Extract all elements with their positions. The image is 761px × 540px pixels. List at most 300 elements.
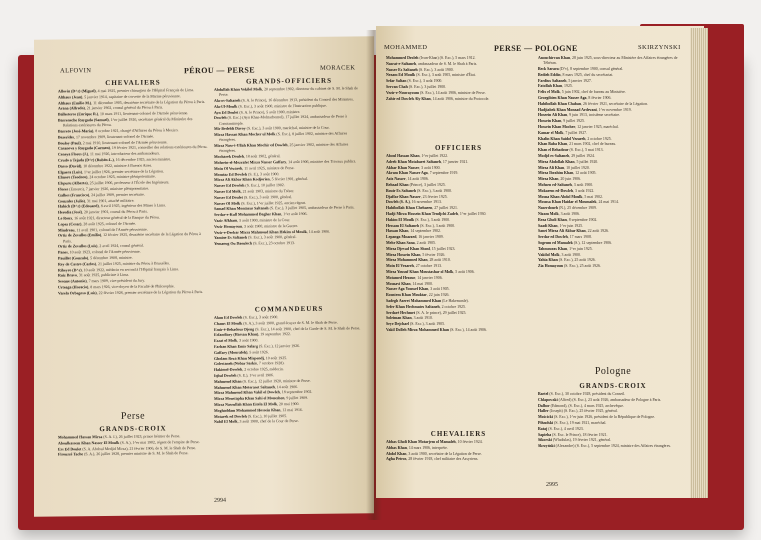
- list-entry: [538, 229, 688, 234]
- list-entry: [386, 287, 531, 292]
- entry-text: , 24 octobre 1925, ministre plénipotentiaire.: [87, 174, 156, 180]
- entry-name: Lopez (Cesar): [58, 222, 82, 227]
- list-entry: [386, 62, 531, 67]
- entry-text: , 1^er juillet 1926, premier secrétaire de la Légation.: [82, 168, 164, 174]
- section-subheading: GRANDS-CROIX: [99, 424, 167, 434]
- entry-name: Habich (D^r) (Edouard): [58, 204, 99, 209]
- entry-name: Djaffar Khan Nasser: [386, 194, 421, 199]
- entry-text: (S. A.), 1^er mai 1902, régent de l'empire de Perse.: [119, 439, 200, 445]
- entry-text: , 29 juillet 1924.: [569, 153, 595, 158]
- entry-name: Nasser Ed Doulet: [214, 195, 243, 200]
- list-entry: [538, 438, 688, 443]
- entry-text: , 3 août 1900, ministre de la Guerre.: [242, 223, 299, 229]
- entry-name: Nezam Ed Moulk: [386, 73, 416, 78]
- entry-text: (S. Exc.), 3 août 1900, général.: [242, 194, 293, 200]
- right-col1-list-b: [386, 154, 531, 334]
- entry-name: Abbas Gholi Khan Motarjem ol Mamaleh: [386, 440, 456, 444]
- list-entry: [386, 212, 531, 217]
- entry-name: Sikorski: [538, 438, 552, 443]
- entry-text: , 23 février 1925.: [420, 194, 448, 199]
- entry-text: , 3 août 1900.: [571, 182, 594, 187]
- entry-text: (D^r), 8 septembre 1900, consul général.: [558, 67, 624, 71]
- entry-text: (Edmond), (S. Exc.), 4 mars 1925, archevêque.: [549, 403, 624, 408]
- list-entry: [538, 67, 688, 72]
- list-entry: [386, 183, 531, 188]
- entry-text: , 11 décembre 1905, deuxième secrétaire de la Légation du Pérou à Paris.: [91, 99, 206, 105]
- entry-text: (S. Exc.), 25 août 1926.: [562, 264, 601, 269]
- entry-text: , 14 août 1906, ministre du Protocole.: [430, 96, 490, 101]
- entry-text: , 24 mai 1914.: [596, 200, 619, 205]
- entry-text: , 20 mai 1900.: [277, 401, 300, 407]
- entry-name: Gholam Reza Khan Mirpendj: [214, 355, 264, 361]
- entry-name: Sapieha: [538, 432, 552, 437]
- entry-text: , 14 août 1906.: [306, 229, 331, 234]
- entry-name: Modjd es-Saltaneh: [538, 153, 570, 158]
- entry-name: Felix el Molk: [538, 90, 560, 95]
- entry-text: , 1^er juillet 1922.: [419, 154, 449, 158]
- entry-text: , 3 août 1922.: [573, 188, 595, 193]
- entry-name: Nasser Aga Youssef Khan: [386, 287, 429, 292]
- entry-name: Gonzales (Julio): [58, 198, 85, 204]
- entry-name: Mirza Yousuf Khan Moustashar ol Molk: [386, 269, 454, 274]
- entry-name: Abdol Khan: [386, 451, 407, 456]
- entry-name: Mirza Nasrullah Khan Eitela El Molk: [214, 402, 278, 407]
- entry-name: Dowleh: [214, 116, 227, 121]
- entry-name: Hossein Khan Mocher: [538, 124, 576, 129]
- entry-text: , 26 février 1921, secrétaire de la Légation.: [581, 101, 649, 106]
- list-entry: [538, 212, 688, 217]
- entry-text: , 2 mai 1910, lieutenant-colonel de l'Armée péruvienne.: [80, 139, 168, 145]
- entry-name: Yahia Khan: [538, 258, 558, 263]
- entry-name: Ruiz Bravo: [58, 273, 77, 278]
- list-entry: [386, 282, 531, 287]
- entry-text: , 27 octobre 1913.: [413, 264, 443, 269]
- entry-name: Mousa Khan Abdol Moulk: [538, 194, 583, 199]
- entry-name: Ortiz de Zevallos (Emilio): [58, 233, 102, 238]
- entry-text: , 20 janvier 1901, consul du Pérou à Paris.: [82, 209, 148, 215]
- list-entry: [386, 154, 531, 159]
- list-entry: [538, 218, 688, 223]
- running-head-right: MORACEK: [320, 64, 356, 72]
- entry-text: , 5 février 1926.: [420, 252, 446, 257]
- list-entry: [386, 224, 531, 229]
- list-entry: [58, 290, 208, 297]
- list-entry: [538, 160, 688, 165]
- entry-name: Ballesteros (Enrique R.): [58, 112, 99, 117]
- entry-name: Mohsein-el-Mezrafet Mirza Nasser Gaffary: [214, 160, 287, 165]
- entry-name: Ribeyro (D^r): [58, 267, 82, 273]
- list-entry: [386, 311, 531, 316]
- list-entry: [386, 79, 531, 84]
- right-col2-tail-list: [538, 392, 688, 450]
- entry-name: Mirza Ali Akbar Khan Kodjorien: [214, 177, 270, 183]
- entry-text: (Ernesto), 7 janvier 1926, ministre plénipotentiaire.: [68, 186, 150, 192]
- entry-text: (S. Exc.), 3 août 1900, ministre de l'Instruction publique.: [237, 103, 327, 109]
- entry-name: Roustem Khan Mouktar: [386, 293, 427, 298]
- entry-name: Servan Chah: [386, 84, 408, 89]
- entry-name: Mindreau: [58, 227, 75, 233]
- entry-text: , 12 août 1905.: [573, 171, 597, 176]
- entry-text: , 17 novembre 1909, lieutenant-colonel de l'Armée.: [74, 134, 155, 140]
- entry-name: Gaffary (Mourafeh): [214, 350, 248, 355]
- entry-text: , 5 janvier 1914, capitaine de corvette de la Marine péruvienne.: [82, 94, 181, 100]
- entry-text: , 31 mai 1901, attaché militaire.: [84, 198, 135, 203]
- col2-heading: GRANDS-OFFICIERS: [245, 76, 332, 86]
- entry-name: Khan el Behadour: [538, 148, 569, 153]
- entry-name: Barreneche Raygada (Samuel): [58, 117, 109, 123]
- entry-text: , 14 septembre 1902.: [408, 229, 441, 234]
- entry-text: , 14 janvier 1906.: [415, 275, 443, 280]
- entry-name: Zahir ed Dowleh Aly Khan: [386, 96, 431, 101]
- entry-text: , 20 septembre 1902, directeur du cabinet de S. M. le Shah de Perse.: [219, 86, 358, 98]
- entry-name: Mościcki: [538, 415, 553, 420]
- entry-text: (Ivan-Khan) (S. Exc.), 5 mars 1912.: [418, 56, 476, 60]
- entry-text: , 28 juin 1925, sous-directeur au Ministère des Affaires étrangères de Téhéran.: [543, 56, 678, 66]
- entry-name: Mirza Djevad Khan Shonl: [386, 246, 430, 251]
- entry-name: Kamar el Molk: [538, 130, 564, 135]
- entry-text: (S. Exc. le Prince), 18 février 1921.: [551, 432, 608, 437]
- entry-text: , 11 mai 1926, introducteur des ambassadeurs.: [88, 151, 161, 157]
- entry-name: Mirza Moustapha Khan Sahi el Moneshen: [214, 396, 285, 402]
- entry-name: Esfandiary (Hassan Khan): [214, 332, 259, 338]
- entry-text: , 28 août 1910.: [427, 258, 451, 263]
- entry-name: Vezir Homayoun: [214, 224, 242, 229]
- entry-name: Vezir-e-Derbar Mirza Mahmoud Khan Hekim ol Moulk: [214, 229, 307, 235]
- entry-name: Alam Ed Dowleh: [214, 315, 243, 320]
- list-entry: [386, 247, 531, 252]
- entry-text: , 5 février 1901, général.: [269, 177, 309, 182]
- list-entry: [538, 119, 688, 124]
- entry-text: , 10 juillet 1920.: [564, 165, 590, 170]
- list-entry: [538, 96, 688, 101]
- entry-text: , 9 juillet 1909.: [284, 396, 309, 401]
- list-entry: [538, 253, 688, 258]
- list-entry: [538, 409, 688, 414]
- entry-text: , 15 juillet 1923.: [429, 246, 456, 251]
- entry-name: Ortiz de Zevallos (Luis): [58, 244, 98, 249]
- page-number-right: 2995: [546, 482, 558, 488]
- entry-text: , 12 janvier 1925, maréchal.: [575, 124, 619, 129]
- list-entry: [538, 241, 688, 246]
- list-entry: [386, 276, 531, 281]
- entry-text: (S. A. le prince), 29 juillet 1925.: [415, 310, 467, 315]
- list-entry: [386, 200, 531, 205]
- entry-name: Chlapowski: [538, 397, 558, 402]
- entry-name: Soleiman Khan: [386, 316, 412, 321]
- entry-text: , 3 août 1900, secrétaire de la Légation de Perse.: [406, 451, 482, 456]
- entry-text: (Joseph) (S. Exc.), 25 février 1925, général.: [548, 409, 618, 414]
- right-col2-list: [538, 56, 688, 270]
- entry-text: , 19 septembre 1922.: [258, 332, 291, 337]
- entry-text: , 3 août 1900.: [237, 338, 259, 343]
- entry-text: (S. E.), 1^er avril 1906.: [236, 373, 274, 378]
- list-entry: [538, 264, 688, 269]
- entry-name: Yemaoug Ou Daoulech: [214, 241, 253, 247]
- entry-text: (S. Exc.), 3 août 1900.: [419, 223, 456, 228]
- entry-text: , 2 octobre 1925.: [439, 304, 466, 309]
- list-entry: [538, 200, 688, 205]
- list-entry: [214, 419, 364, 426]
- entry-name: Golestaneh (Nobar Sarkis: [214, 361, 257, 367]
- entry-name: Tahmouras Khan: [538, 246, 568, 251]
- entry-name: Khan Baba Khan: [538, 142, 568, 147]
- entry-name: Barreto (José-Maria): [58, 129, 94, 134]
- list-entry: [386, 457, 531, 462]
- entry-name: Moin Ol Vezareh: [214, 166, 243, 171]
- entry-name: Motarek ed Dowleh: [214, 414, 247, 419]
- entry-text: , 14 mai 1900.: [410, 281, 433, 286]
- list-entry: [538, 195, 688, 200]
- entry-name: Haller: [538, 409, 549, 414]
- entry-name: Rey de Castro (Carlos): [58, 261, 97, 267]
- entry-name: Samad Khan Montazus Saltaneh: [214, 206, 269, 212]
- list-entry: [214, 240, 364, 247]
- list-entry: [386, 440, 531, 445]
- entry-text: (S. E.), 3 août 1900.: [247, 171, 280, 177]
- entry-text: , 2 octobre 1925.: [585, 136, 612, 141]
- entry-text: , 8 mars 1925, chef du secrétariat.: [560, 72, 614, 77]
- list-entry: [386, 85, 531, 90]
- list-entry: [386, 171, 531, 176]
- entry-text: (S. Exc.) (Ayn Khan-Mohtachemol), 17 juillet 1924, ambassadeur de Perse à Constantinople.: [219, 114, 347, 126]
- entry-name: Ess Ed Doulet: [58, 446, 82, 452]
- entry-text: , 28 août 1925, colonel de l'Armée.: [81, 221, 137, 227]
- entry-name: Mahmoud Khan: [214, 379, 242, 384]
- entry-text: , 5 août 1900, ministre de la Cour.: [237, 218, 291, 223]
- entry-text: , 2 août 1905.: [414, 240, 436, 245]
- entry-text: (Alexandre) (S. Exc.), 5 septembre 1924, ministre des Affaires étrangères.: [554, 444, 671, 449]
- list-entry: [386, 253, 531, 258]
- entry-text: , 18 septembre 1902.: [279, 390, 313, 395]
- entry-name: Moussa Khan Haidar el Moumalek: [538, 200, 597, 205]
- entry-text: (S.), 12 septembre 1906.: [572, 240, 613, 245]
- entry-name: Nasser Ed Dowleh: [214, 183, 245, 189]
- entry-name: Hadjiabek Khan Monzad Ardevani: [538, 107, 597, 112]
- list-entry: [58, 117, 208, 129]
- entry-name: Mohammed Hassan Mirza: [58, 435, 103, 440]
- list-entry: [386, 56, 531, 61]
- entry-text: (S. Exc.), 3 août 1900, général.: [247, 235, 297, 240]
- entry-text: (S. Exc.), 25 août 1926.: [557, 258, 596, 263]
- running-head-center: PERSE — POLOGNE: [494, 44, 578, 53]
- entry-text: (S. Exc.), 1^er juin 1926, président de la République de Pologne.: [552, 415, 656, 420]
- list-entry: [386, 189, 531, 194]
- running-head-left: ALFOVIN: [60, 67, 92, 75]
- list-entry: [386, 452, 531, 457]
- entry-text: , 14 mars 1906, interprète.: [406, 445, 448, 450]
- col1-heading-c: CHEVALIERS: [430, 430, 487, 438]
- entry-name: Dowleh (S. A.): [386, 200, 410, 205]
- entry-name: Vazir Afkham: [214, 218, 238, 223]
- page-number-left: 2994: [214, 497, 226, 504]
- entry-text: (S. A. le Prince), 16 décembre 1913, président du Conseil des Ministres.: [240, 97, 354, 103]
- entry-name: Nabil El Molk: [214, 419, 238, 425]
- entry-name: Nasser Es Saltaneh: [386, 67, 418, 72]
- entry-name: Mirza Abdollah Khan: [538, 159, 575, 164]
- entry-name: Mirza Nasr-i-Ullah Khan Mochir ed Dowleh: [214, 143, 288, 149]
- entry-name: Bouloy (Paul): [58, 140, 81, 146]
- entry-name: Ayn Ed Doulet: [214, 110, 239, 115]
- entry-name: Mirza Mahmoud Khan Vakil ol Dowleh: [214, 390, 280, 396]
- running-head-right: SKIRZYNSKI: [638, 44, 681, 51]
- entry-text: , 31 août 1925, publiciste à Lima.: [76, 273, 130, 278]
- entry-text: , 10 août 1925.: [263, 355, 288, 360]
- entry-text: , 1^er juin 1925.: [557, 223, 584, 228]
- entry-name: Lepanga Moazzed: [386, 235, 417, 240]
- entry-text: , 17 mars 1908.: [567, 235, 592, 240]
- list-entry: [386, 73, 531, 78]
- entry-name: Mirza Ibrahim Khan: [538, 171, 574, 176]
- entry-text: (S. Exc.), 3 août 1900.: [417, 67, 454, 72]
- list-entry: [538, 108, 688, 113]
- entry-text: , 1^er juin 1925.: [567, 246, 593, 251]
- entry-text: (S. Exc.), 14 août 1906, ministre de Perse.: [419, 90, 486, 95]
- list-entry: [538, 433, 688, 438]
- list-entry: [386, 446, 531, 451]
- col1-heading: CHEVALIERS: [105, 78, 161, 88]
- right-col1-list-c: [386, 440, 531, 463]
- entry-text: (S. A. I.), 26 juillet 1923, prince héritier de Perse.: [102, 434, 181, 440]
- entry-text: , 14 août 1906.: [274, 384, 299, 389]
- entry-name: Varela Orbegoso (Luis): [58, 290, 97, 296]
- entry-name: Mousavi Khan: [386, 281, 411, 286]
- entry-text: , 10 décembre 1922, ministre à Buenos Aires.: [81, 163, 153, 169]
- entry-name: Skrzyński: [538, 444, 555, 449]
- list-entry: [386, 264, 531, 269]
- entry-name: Reza Gholi Khan: [538, 217, 567, 222]
- entry-name: Mahmoud Khan Moteraset Saltaneh: [214, 384, 275, 390]
- entry-name: Fardius Saltaneh: [538, 78, 567, 83]
- list-entry: [538, 73, 688, 78]
- entry-name: Ala-os-Saltaneh: [214, 98, 241, 103]
- entry-text: , 24 juillet 1909, premier secrétaire.: [89, 192, 145, 197]
- entry-text: , 5 janvier 1927.: [566, 78, 592, 83]
- list-entry: [386, 235, 531, 240]
- entry-name: Arana (Alfredo): [58, 106, 85, 111]
- entry-text: , 3 août 1906.: [558, 211, 580, 216]
- section-title-perse: Perse: [120, 410, 146, 422]
- running-head-left: MOHAMMED: [384, 44, 428, 51]
- entry-name: Serdaré Hechmet: [386, 310, 416, 315]
- entry-name: Abbas Khan: [386, 445, 407, 450]
- list-entry: [386, 316, 531, 321]
- entry-name: Serdar-e-Kull Mohammed Bagher Khan: [214, 212, 282, 218]
- entry-name: Dasso (David): [58, 164, 82, 169]
- entry-text: , 5 décembre 1908, ministre.: [88, 255, 133, 261]
- entry-name: Moin El Vezareh: [386, 264, 414, 269]
- entry-name: Sogeum ed Mamalek: [538, 240, 573, 245]
- entry-text: , 7 mars 1909, vice-président du Jury.: [86, 278, 146, 284]
- entry-text: , 1^er août 1906.: [281, 212, 308, 217]
- list-entry: [214, 86, 364, 98]
- entry-name: Hadji Mirza Hossein Khan Tendjchi Zadeh: [386, 211, 458, 216]
- entry-text: (S. Exc.), 8 juillet 1902, ministre des Affaires étrangères.: [219, 131, 348, 143]
- entry-text: , ambassadeur de S. M. le Shah à Paris.: [416, 61, 478, 66]
- entry-text: , 3 août 1910.: [411, 316, 433, 321]
- entry-text: (S. Exc.), 10 juillet 1902.: [244, 183, 285, 188]
- entry-text: , 10 août 1922, médecin en second à l'Hôpital français à Lima.: [81, 266, 179, 272]
- entry-text: (S. Exc.), 12 janvier 1926.: [257, 343, 300, 349]
- entry-text: (S. Exc.), 10 juillet 1905.: [246, 413, 288, 419]
- entry-text: , 12 février 1925, deuxième secrétaire de la Légation du Pérou à Paris.: [63, 232, 201, 244]
- entry-name: Anouchirvan Khan: [538, 56, 571, 60]
- entry-text: , 2 avril 1924, consul général.: [97, 243, 144, 249]
- list-entry: [538, 84, 688, 89]
- entry-name: Aziz Nasser: [386, 177, 406, 182]
- left-page: [34, 36, 374, 517]
- entry-name: Mirza Ali Khan: [538, 165, 565, 170]
- entry-text: , 10 février 1924.: [455, 440, 483, 444]
- entry-name: Seoane (Antonio): [58, 279, 87, 284]
- entry-text: (Alfred) (S. Exc.), 23 août 1926, ambassadeur de Pologne à Paris.: [557, 397, 662, 402]
- list-entry: [386, 258, 531, 263]
- entry-name: Firouzzé Tache: [58, 452, 84, 457]
- entry-text: (S. Exc.), 12 juillet 1920, ministre de Perse.: [241, 378, 311, 384]
- list-entry: [538, 398, 688, 403]
- entry-name: Mirza Hassan Khan Mocher ul Molk: [214, 132, 276, 138]
- entry-name: Heredia (José): [58, 210, 83, 215]
- entry-text: , 8 février 1906.: [586, 95, 612, 100]
- entry-text: , 5 août 1906.: [453, 269, 475, 274]
- list-entry: [538, 177, 688, 182]
- entry-text: (S. Exc.), 30 octobre 1928, président du Conseil.: [548, 392, 626, 396]
- list-entry: [538, 125, 688, 130]
- list-entry: [386, 91, 531, 96]
- entry-text: , 25 juillet 1906, professeur à l'École des Ingénieurs.: [87, 180, 170, 186]
- list-entry: [214, 115, 364, 127]
- col2-heading-b: COMMANDEURS: [254, 304, 324, 314]
- list-entry: [538, 166, 688, 171]
- entry-name: Hassan Khan: [386, 229, 409, 234]
- list-entry: [538, 137, 688, 142]
- entry-text: , 10 août 1923, colonel de l'Armée péruvienne.: [67, 249, 141, 255]
- entry-text: , 1^er juillet 1930.: [457, 211, 487, 216]
- page-block-edge: [690, 28, 708, 498]
- entry-name: Aboulkassem Khan Nasser El Moulk: [58, 440, 120, 446]
- entry-name: Hossein Khan: [538, 119, 562, 124]
- entry-name: Habibollah Khan Chehaeen: [386, 206, 433, 211]
- left-col1-tail-list: [58, 434, 208, 459]
- entry-text: (S. Exc.), 3 juillet 1900.: [407, 84, 447, 89]
- entry-text: (S. Exc.), 5 mai 1913.: [568, 148, 604, 153]
- entry-name: Elspuru (Alberto): [58, 181, 88, 186]
- entry-text: , 27 juillet 1921.: [432, 206, 458, 211]
- entry-name: Seye Dejchael: [386, 322, 410, 327]
- entry-name: Abdullah Khan Vekilol Molk: [214, 87, 263, 92]
- entry-text: , 1^er novembre 1919.: [596, 107, 632, 112]
- entry-text: , 25 janvier 1902, ministre des Affaires étrangères.: [219, 142, 349, 154]
- entry-text: , 10 mars 1911, lieutenant-colonel de l'Armée péruvienne.: [98, 111, 189, 117]
- entry-name: Bouir Es Saltaneh: [386, 188, 416, 193]
- entry-text: , 8 septembre 1902.: [566, 217, 598, 222]
- entry-text: , 2 octobre 1925, médecin.: [242, 367, 284, 372]
- list-entry: [386, 305, 531, 310]
- list-entry: [538, 206, 688, 211]
- entry-name: Agha Petros: [386, 457, 407, 462]
- entry-name: Nasser Ol Molk: [214, 201, 241, 206]
- entry-name: Hakimol-Dowleh: [214, 367, 243, 373]
- list-entry: [386, 293, 531, 298]
- right-col1-list: [386, 56, 531, 102]
- entry-name: Fatollah Khan: [538, 84, 563, 89]
- entry-name: Beck Saraea: [538, 67, 559, 71]
- entry-name: Elmore (Teodoro): [58, 175, 88, 180]
- entry-text: (S. Exc.), 3 août 1900.: [242, 315, 279, 320]
- entry-text: (Wladislas), 19 février 1921, général.: [551, 438, 612, 443]
- entry-text: , 16 novembre 1913.: [409, 200, 442, 205]
- entry-text: , 3 août 1900.: [559, 252, 581, 257]
- list-entry: [538, 148, 688, 153]
